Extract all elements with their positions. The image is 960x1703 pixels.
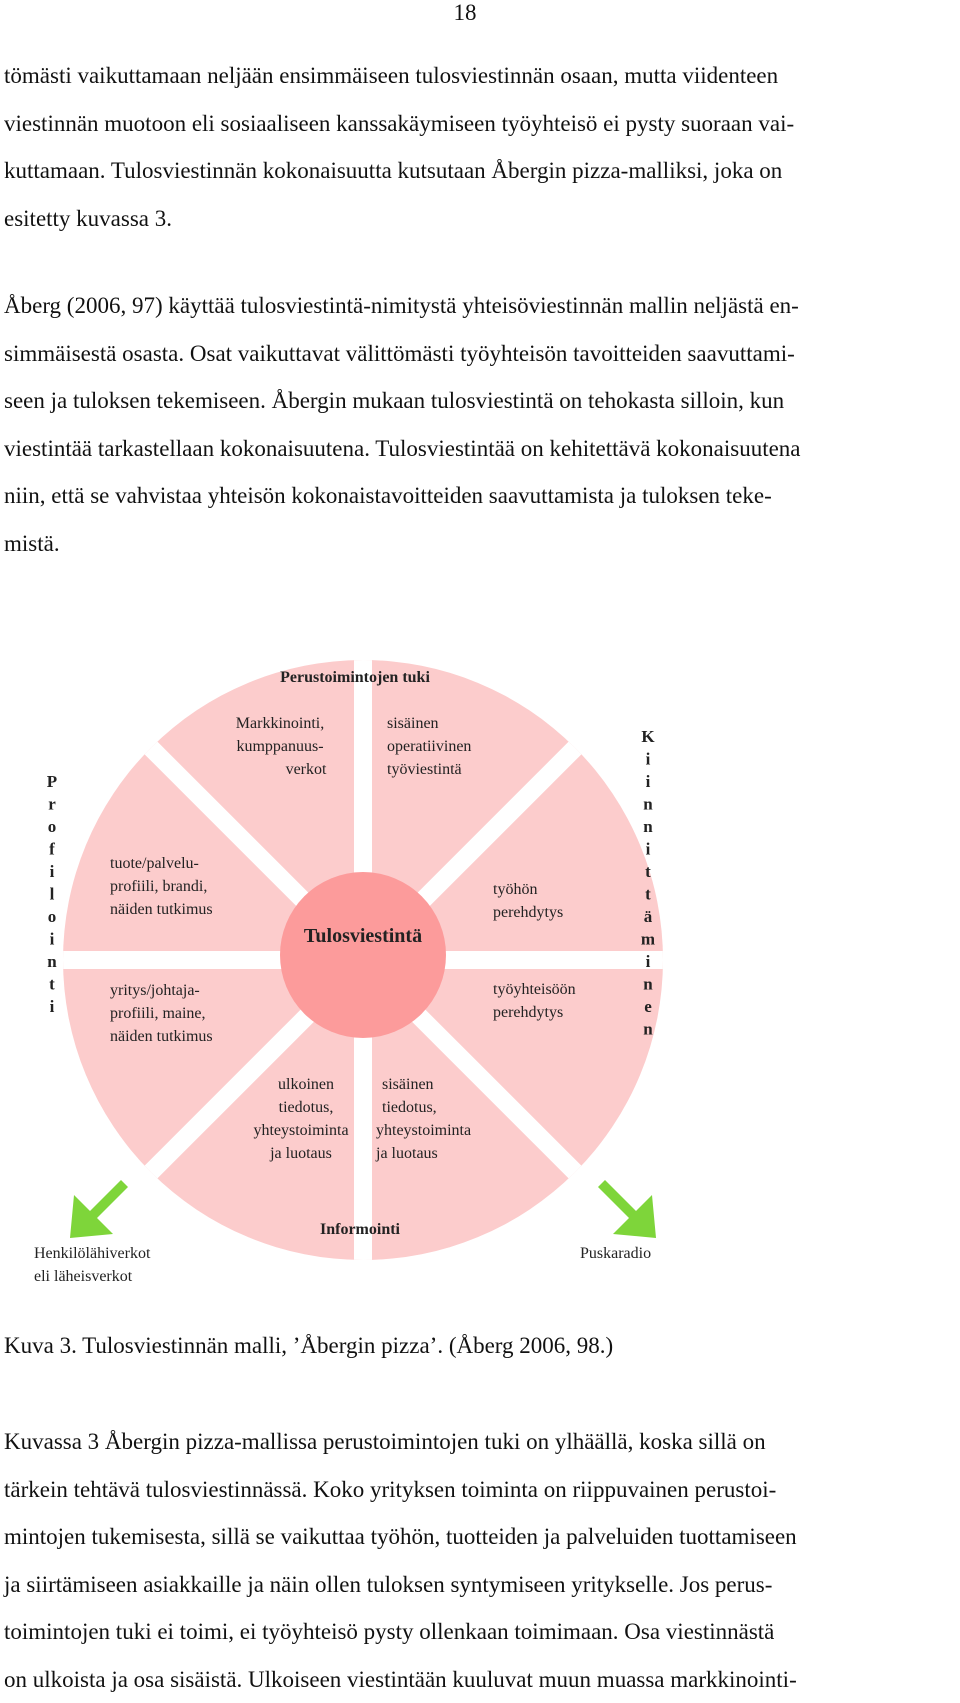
text-line: tärkein tehtävä tulosviestinnässä. Koko yrityksen toiminta on riippuvainen perustoi-: [4, 1466, 956, 1514]
vertical-letter: n: [643, 795, 653, 814]
segment-text: perehdytys: [493, 1004, 563, 1021]
paragraph-2: [4, 282, 956, 567]
vertical-letter: n: [47, 952, 57, 971]
vertical-letter: o: [48, 817, 57, 836]
vertical-letter: P: [47, 772, 57, 791]
bottom-label: Informointi: [320, 1221, 401, 1238]
vertical-letter: t: [49, 975, 55, 994]
text-line: on ulkoista ja osa sisäistä. Ulkoiseen viestintään kuuluvat muun muassa markkinointi-: [4, 1656, 956, 1703]
text-line: simmäisestä osasta. Osat vaikuttavat välittömästi työyhteisön tavoitteiden saavuttami-: [4, 330, 956, 378]
vertical-letter: i: [646, 952, 651, 971]
page-number: 18: [440, 0, 490, 26]
vertical-letter: e: [644, 997, 652, 1016]
arrow-right-label: Puskaradio: [580, 1245, 651, 1262]
arrow-left-icon: [70, 1169, 128, 1238]
text-line: seen ja tuloksen tekemiseen. Åbergin mukaan tulosviestintä on tehokasta silloin, kun: [4, 377, 956, 425]
pizza-model-diagram: [0, 630, 960, 1290]
text-line: Kuvassa 3 Åbergin pizza-mallissa perustoimintojen tuki on ylhäällä, koska sillä on: [4, 1418, 956, 1466]
vertical-letter: m: [641, 930, 655, 949]
vertical-letter: t: [645, 885, 651, 904]
vertical-letter: n: [643, 1020, 653, 1039]
segment-text: Markkinointi,: [236, 715, 324, 732]
segment-text: työyhteisöön: [493, 981, 576, 998]
vertical-letter: r: [48, 795, 56, 814]
text-line: niin, että se vahvistaa yhteisön kokonaistavoitteiden saavuttamista ja tuloksen teke-: [4, 472, 956, 520]
text-line: esitetty kuvassa 3.: [4, 195, 956, 243]
segment-text: tuote/palvelu-: [110, 855, 199, 872]
text-line: viestintää tarkastellaan kokonaisuutena. Tulosviestintää on kehitettävä kokonaisuutena: [4, 425, 956, 473]
text-line: mintojen tukemisesta, sillä se vaikuttaa työhön, tuotteiden ja palveluiden tuottamiseen: [4, 1513, 956, 1561]
arrow-left-label: eli läheisverkot: [34, 1268, 133, 1285]
vertical-letter: i: [50, 930, 55, 949]
center-label: Tulosviestintä: [304, 925, 422, 947]
vertical-letter: t: [645, 862, 651, 881]
text-line: tömästi vaikuttamaan neljään ensimmäiseen tulosviestinnän osaan, mutta viidenteen: [4, 52, 956, 100]
segment-text: sisäinen: [387, 715, 439, 732]
segment-left-upper: [110, 855, 213, 918]
arrow-left-label: Henkilölähiverkot: [34, 1245, 151, 1262]
text-line: ja siirtämiseen asiakkaille ja näin ollen tuloksen syntymiseen yritykselle. Jos perus-: [4, 1561, 956, 1609]
segment-text: ulkoinen: [278, 1076, 334, 1093]
vertical-letter: o: [48, 907, 57, 926]
center-circle: [280, 872, 446, 1038]
segment-text: operatiivinen: [387, 738, 471, 755]
text-line: mistä.: [4, 520, 956, 568]
text-line: Åberg (2006, 97) käyttää tulosviestintä-nimitystä yhteisöviestinnän mallin neljästä en-: [4, 282, 956, 330]
vertical-letter: f: [49, 840, 55, 859]
segment-text: yritys/johtaja-: [110, 982, 200, 999]
figure-caption: Kuva 3. Tulosviestinnän malli, ’Åbergin pizza’. (Åberg 2006, 98.): [4, 1333, 613, 1359]
segment-text: ja luotaus: [269, 1145, 332, 1162]
segment-text: verkot: [286, 761, 327, 778]
segment-text: työviestintä: [387, 761, 462, 778]
segment-text: näiden tutkimus: [110, 901, 213, 918]
vertical-letter: n: [643, 975, 653, 994]
vertical-letter: i: [50, 862, 55, 881]
paragraph-1: [4, 52, 956, 242]
vertical-letter: i: [646, 750, 651, 769]
segment-text: yhteystoiminta: [376, 1122, 471, 1139]
left-vertical-label: [47, 772, 57, 1016]
segment-text: profiili, brandi,: [110, 878, 207, 895]
segment-text: ja luotaus: [375, 1145, 438, 1162]
vertical-letter: K: [641, 727, 655, 746]
segment-text: kumppanuus-: [236, 738, 323, 755]
vertical-letter: n: [643, 817, 653, 836]
text-line: kuttamaan. Tulosviestinnän kokonaisuutta kutsutaan Åbergin pizza-malliksi, joka on: [4, 147, 956, 195]
vertical-letter: i: [646, 772, 651, 791]
segment-text: sisäinen: [382, 1076, 434, 1093]
text-line: viestinnän muotoon eli sosiaaliseen kanssakäymiseen työyhteisö ei pysty suoraan vai-: [4, 100, 956, 148]
vertical-letter: ä: [644, 907, 653, 926]
segment-text: työhön: [493, 881, 537, 898]
segment-text: perehdytys: [493, 904, 563, 921]
top-label: Perustoimintojen tuki: [280, 669, 430, 686]
segment-text: yhteystoiminta: [253, 1122, 348, 1139]
segment-text: profiili, maine,: [110, 1005, 206, 1022]
paragraph-3: [4, 1418, 956, 1703]
segment-left-lower: [110, 982, 213, 1045]
vertical-letter: i: [50, 997, 55, 1016]
segment-text: tiedotus,: [382, 1099, 437, 1116]
segment-text: tiedotus,: [279, 1099, 334, 1116]
text-line: toimintojen tuki ei toimi, ei työyhteisö pysty ollenkaan toimimaan. Osa viestinnästä: [4, 1608, 956, 1656]
arrow-right-icon: [598, 1169, 656, 1238]
vertical-letter: i: [646, 840, 651, 859]
segment-text: näiden tutkimus: [110, 1028, 213, 1045]
vertical-letter: l: [50, 885, 55, 904]
